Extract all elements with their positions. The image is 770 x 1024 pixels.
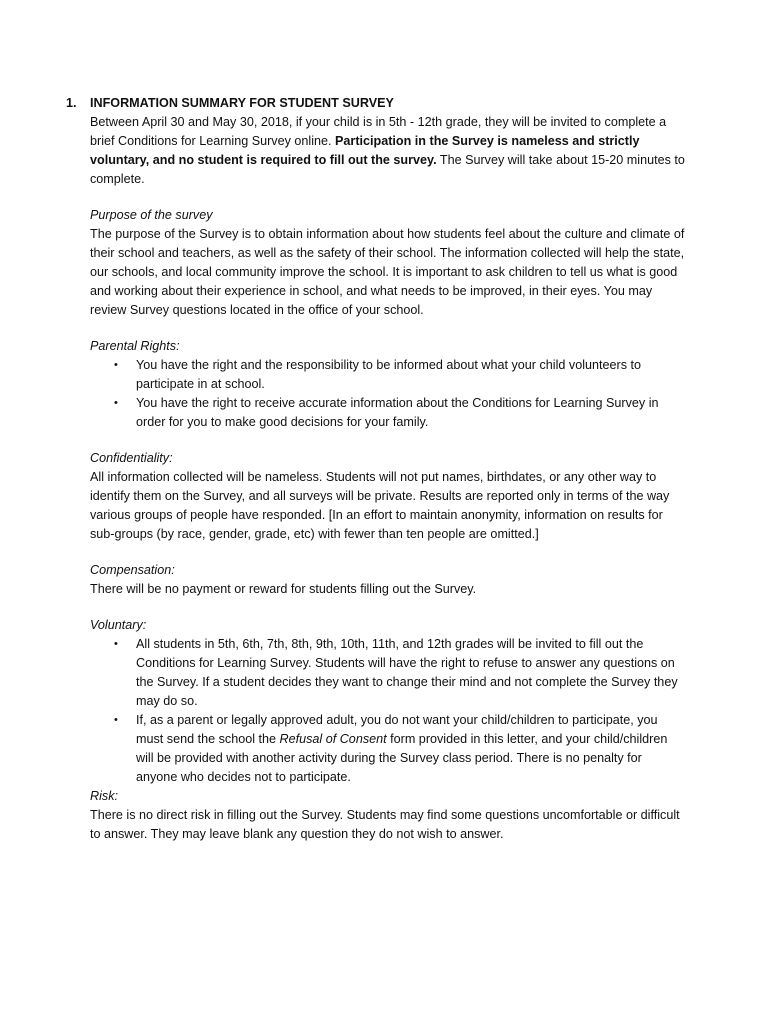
intro-text-end: The Survey will take about 15-20 minutes to complete. xyxy=(90,153,685,186)
section-number: 1. xyxy=(66,96,77,110)
voluntary-heading: Voluntary: xyxy=(90,618,147,632)
list-item-text: You have the right to receive accurate information about the Conditions for Learning Survey in order for you to make good decisions for your family. xyxy=(136,396,659,429)
spacer xyxy=(90,189,685,206)
list-item-text-end: form provided in this letter, and your child/children will be provided with another activity during the Survey class period. There is no penalty for anyone who decides not to participate. xyxy=(136,732,668,784)
list-item xyxy=(90,394,685,432)
list-item xyxy=(90,356,685,394)
spacer xyxy=(90,544,685,561)
compensation-heading: Compensation: xyxy=(90,563,175,577)
spacer xyxy=(90,599,685,616)
parental-rights-heading: Parental Rights: xyxy=(90,339,180,353)
list-item xyxy=(90,635,685,711)
compensation-paragraph: There will be no payment or reward for students filling out the Survey. xyxy=(90,582,477,596)
bullet-icon: • xyxy=(114,714,118,726)
intro-text-start: Between April 30 and May 30, 2018, if your child is in 5th - 12th grade, they will be invited to complete a brief Conditions for Learning Survey online. xyxy=(90,115,667,148)
refusal-form-name: Refusal of Consent xyxy=(279,732,387,746)
risk-paragraph: There is no direct risk in filling out the Survey. Students may find some questions uncomfortable or difficult to answer. They may leave blank any question they do not wish to answer. xyxy=(90,808,680,841)
confidentiality-heading: Confidentiality: xyxy=(90,451,173,465)
purpose-heading: Purpose of the survey xyxy=(90,208,213,222)
intro-paragraph xyxy=(90,113,685,189)
bullet-icon: • xyxy=(114,638,118,650)
confidentiality-paragraph: All information collected will be nameless. Students will not put names, birthdates, or any other way to identify them on the Survey, and all surveys will be private. Results are reported only in terms of the way various groups of people have responded. [In an effort to maintain anonymity, information on results for sub-groups (by race, gender, grade, etc) with fewer than ten people are omitted.] xyxy=(90,470,670,541)
section-heading xyxy=(66,94,706,113)
parental-rights-list xyxy=(90,356,685,432)
list-item-text-start: If, as a parent or legally approved adult, you do not want your child/children to participate, you must send the school the xyxy=(136,713,658,746)
spacer xyxy=(90,432,685,449)
list-item xyxy=(90,711,685,787)
bullet-icon: • xyxy=(114,359,118,371)
risk-heading: Risk: xyxy=(90,789,118,803)
list-item-text: You have the right and the responsibility to be informed about what your child volunteers to participate in at school. xyxy=(136,358,641,391)
intro-text-bold: Participation in the Survey is nameless and strictly voluntary, and no student is required to fill out the survey. xyxy=(90,134,640,167)
list-item-text: All students in 5th, 6th, 7th, 8th, 9th, 10th, 11th, and 12th grades will be invited to fill out the Conditions for Learning Survey. Students will have the right to refuse to answer any questions on the Survey. If a student decides they want to change their mind and not complete the Survey they may do so. xyxy=(136,637,678,708)
document-body xyxy=(90,113,685,844)
purpose-paragraph: The purpose of the Survey is to obtain information about how students feel about the culture and climate of their school and teachers, as well as the safety of their school. The information collected will help the state, our schools, and local community improve the school. It is important to ask children to tell us what is good and working about their experience in school, and what needs to be improved, in their eyes. You may review Survey questions located in the office of your school. xyxy=(90,227,685,317)
spacer xyxy=(90,320,685,337)
voluntary-list xyxy=(90,635,685,787)
bullet-icon: • xyxy=(114,397,118,409)
section-title: INFORMATION SUMMARY FOR STUDENT SURVEY xyxy=(90,96,394,110)
